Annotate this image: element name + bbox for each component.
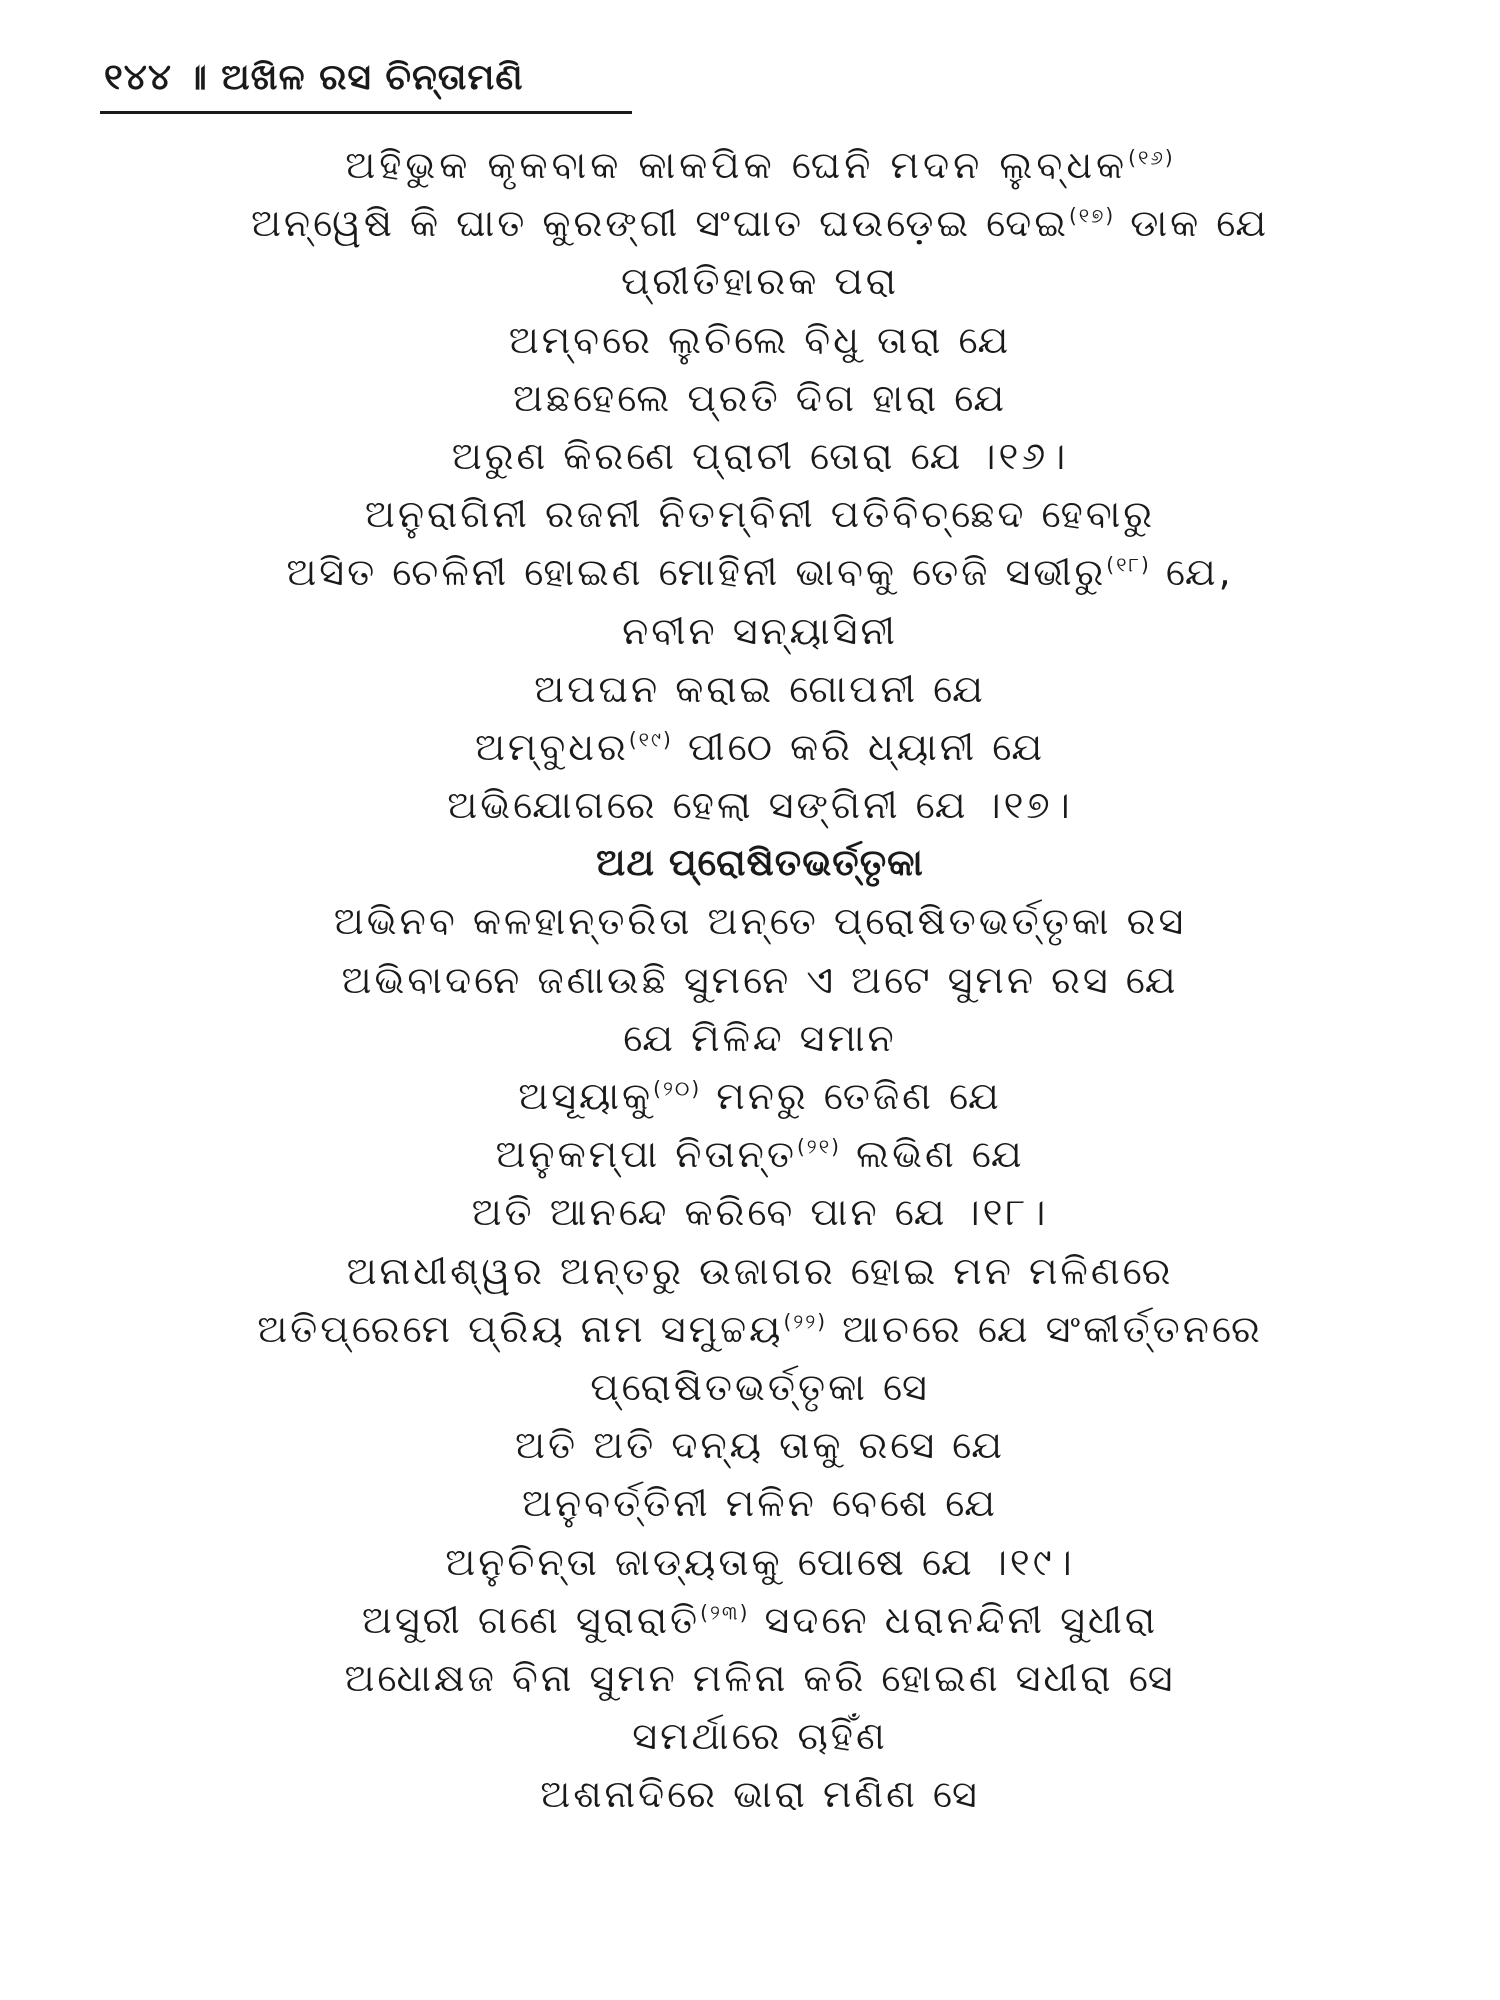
verse-line: ଅଭିନବ କଳହାନ୍ତରିତା ଅନ୍ତେ ପ୍ରୋଷିତଭର୍ତ୍ତୃକା ରସ <box>333 899 1187 944</box>
section-heading: ଅଥ ପ୍ରୋଷିତଭର୍ତ୍ତୃକା <box>596 841 924 885</box>
footnote-marker: (୨୩) <box>700 1600 750 1625</box>
footnote-marker: (୧୭) <box>1068 203 1116 228</box>
footnote-marker: (୨୧) <box>796 1134 841 1159</box>
footnote-marker: (୧୯) <box>628 727 673 752</box>
verse-line: ଅନୁଚିନ୍ତା ଜାଡ୍ୟତାକୁ ପୋଷେ ଯେ ।୧୯। <box>445 1539 1075 1584</box>
verse-line: ଅସୂୟାକୁ$^{(୨୦)}$ ମନରୁ ତେଜିଣ ଯେ <box>518 1074 1002 1118</box>
footnote-marker: (୨୨) <box>783 1309 828 1334</box>
verse-line: ଅତିପ୍ରେମେ ପ୍ରିୟ ନାମ ସମୁଚ୍ଚୟ$^{(୨୨)}$ ଆଚରେ ଯେ ସଂକୀର୍ତ୍ତନରେ <box>257 1306 1263 1351</box>
verse-line: ଅଶନାଦିରେ ଭାରା ମଣିଣ ସେ <box>540 1772 980 1817</box>
verse-line: ପ୍ରୀତିହାରକ ପରା <box>620 259 900 304</box>
header-rule <box>100 111 632 114</box>
verse-line: ଅମ୍ବୁଧର$^{(୧୯)}$ ପୀଠେ କରି ଧ୍ୟାନୀ ଯେ <box>474 724 1046 769</box>
verse-line: ଅଧୋକ୍ଷଜ ବିନା ସୁମନ ମଳିନା କରି ହୋଇଣ ସଧୀରା ସେ <box>344 1655 1176 1700</box>
running-head: ୧୪୪ ॥ ଅଖିଳ ରସ ଚିନ୍ତାମଣି <box>104 57 524 98</box>
verse-body <box>150 136 1370 1823</box>
verse-line: ଅତି ଅତି ଦନ୍ୟ ତାକୁ ରସେ ଯେ <box>515 1423 1005 1468</box>
footnote-marker: (୨୦) <box>653 1076 702 1101</box>
verse-line: ସମର୍ଥାରେ ଚାହିଁଣ <box>632 1714 888 1759</box>
verse-line: ପ୍ରୋଷିତଭର୍ତ୍ତୃକା ସେ <box>590 1364 930 1409</box>
verse-line: ଅତି ଆନନ୍ଦେ କରିବେ ପାନ ଯେ ।୧୮। <box>471 1190 1049 1235</box>
verse-line: ଅଭିଯୋଗରେ ହେଲା ସଙ୍ଗିନୀ ଯେ ।୧୭। <box>447 783 1073 828</box>
verse-line: ଅନାଧୀଶ୍ୱର ଅନ୍ତରୁ ଉଜାଗର ହୋଇ ମନ ମଳିଣରେ <box>346 1248 1174 1293</box>
verse-line: ଅପଘନ କରାଇ ଗୋପନୀ ଯେ <box>534 666 986 711</box>
verse-line: ଯେ ମିଳିନ୍ଦ ସମାନ <box>623 1015 897 1060</box>
verse-line: ନବୀନ ସନ୍ୟାସିନୀ <box>622 608 898 653</box>
footnote-marker: (୧୮) <box>1106 552 1151 577</box>
verse-line: ଅନୁକମ୍ପା ନିତାନ୍ତ$^{(୨୧)}$ ଲଭିଣ ଯେ <box>495 1132 1025 1177</box>
verse-line: ଅନ୍ୱେଷି କି ଘାତ କୁରଙ୍ଗୀ ସଂଘାତ ଘଉଡ଼େଇ ଦେଇ$^{(୧୭)}$ ଡାକ ଯେ <box>250 201 1270 246</box>
verse-line: ଅଛହେଲେ ପ୍ରତି ଦିଗ ହାରା ଯେ <box>512 375 1008 420</box>
verse-line: ଅମ୍ବରେ ଲୁଚିଲେ ବିଧୁ ତାରା ଯେ <box>508 317 1012 362</box>
footnote-marker: (୧୬) <box>1128 145 1175 170</box>
verse-line: ଅରୁଣ କିରଣେ ପ୍ରାଚୀ ତୋରା ଯେ ।୧୬। <box>451 433 1069 478</box>
verse-line: ଅସୁରୀ ଗଣେ ସୁରାରାତି$^{(୨୩)}$ ସଦନେ ଧରାନନ୍ଦିନୀ ସୁଧୀରା <box>361 1597 1159 1642</box>
verse-line: ଅଭିବାଦନେ ଜଣାଉଛି ସୁମନେ ଏ ଅଟେ ସୁମନ ରସ ଯେ <box>341 957 1179 1002</box>
verse-line: ଅସିତ ଚେଳିନୀ ହୋଇଣ ମୋହିନୀ ଭାବକୁ ତେଜି ସଭୀରୁ$^{(୧୮)}$ ଯେ, <box>286 550 1234 595</box>
verse-line: ଅହିଭୁକ କୃକବାକ କାକପିକ ଘେନି ମଦନ ଲୁବ୍ଧକ$^{(୧୬)}$ <box>345 143 1175 187</box>
verse-line: ଅନୁବର୍ତ୍ତିନୀ ମଳିନ ବେଶେ ଯେ <box>521 1481 999 1526</box>
verse-line: ଅନୁରାଗିନୀ ରଜନୀ ନିତମ୍ବିନୀ ପତିବିଚ୍ଛେଦ ହେବାରୁ <box>364 492 1156 537</box>
